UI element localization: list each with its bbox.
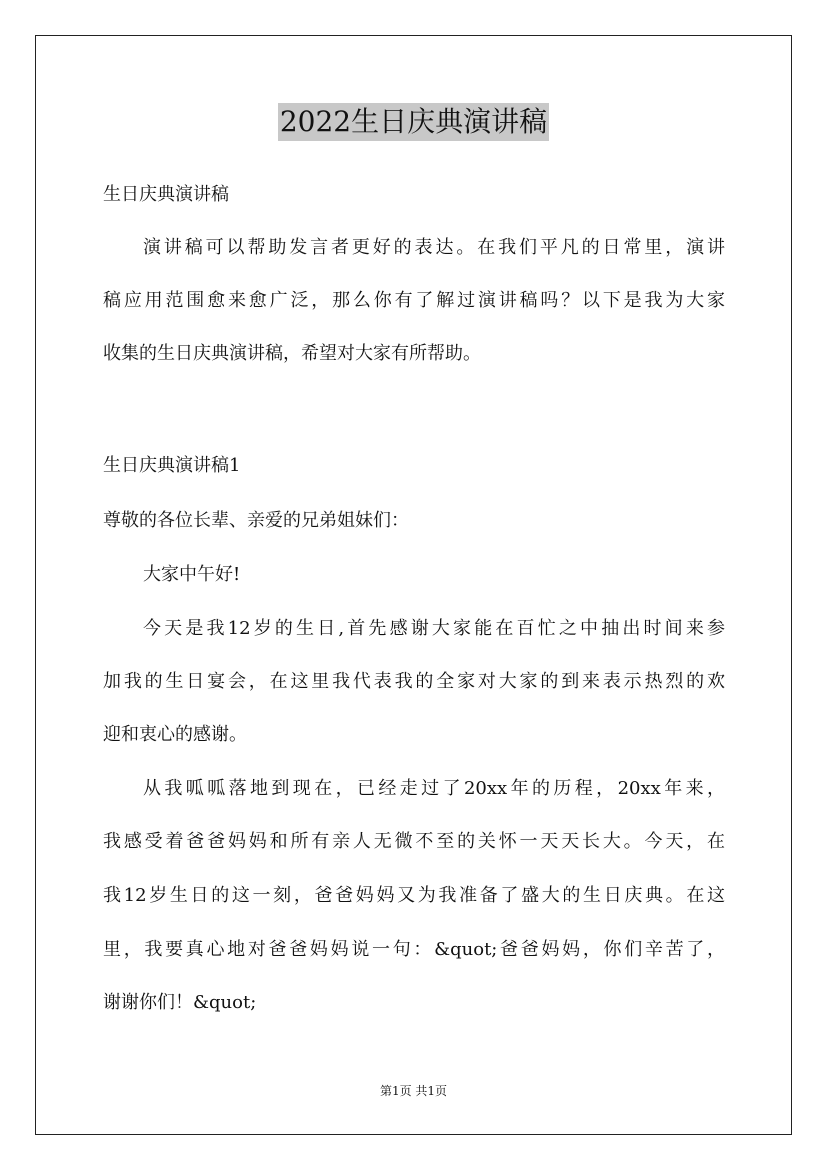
para2-line-1: 从我呱呱落地到现在，已经走过了20xx年的历程，20xx年来， (143, 778, 725, 799)
salutation: 尊敬的各位长辈、亲爱的兄弟姐妹们： (103, 510, 409, 531)
intro-line-3: 收集的生日庆典演讲稿，希望对大家有所帮助。 (103, 343, 481, 364)
para1-line-2: 加我的生日宴会，在这里我代表我的全家对大家的到来表示热烈的欢 (103, 671, 725, 692)
para2-line-4: 里，我要真心地对爸爸妈妈说一句：&quot;爸爸妈妈，你们辛苦了， (103, 939, 725, 960)
document-title: 2022生日庆典演讲稿 (278, 103, 549, 141)
para2-line-3: 我12岁生日的这一刻，爸爸妈妈又为我准备了盛大的生日庆典。在这 (103, 885, 725, 906)
greeting: 大家中午好! (143, 564, 241, 585)
section-heading: 生日庆典演讲稿1 (103, 455, 241, 476)
para2-line-5: 谢谢你们！&quot; (103, 992, 257, 1013)
para1-line-3: 迎和衷心的感谢。 (103, 724, 247, 745)
intro-line-1: 演讲稿可以帮助发言者更好的表达。在我们平凡的日常里，演讲 (143, 237, 725, 258)
document-subtitle: 生日庆典演讲稿 (103, 184, 229, 205)
title-container (0, 103, 827, 141)
para2-line-2: 我感受着爸爸妈妈和所有亲人无微不至的关怀一天天长大。今天，在 (103, 831, 725, 852)
para1-line-1: 今天是我12岁的生日,首先感谢大家能在百忙之中抽出时间来参 (143, 618, 725, 639)
intro-line-2: 稿应用范围愈来愈广泛，那么你有了解过演讲稿吗？以下是我为大家 (103, 290, 725, 311)
page-footer: 第1页 共1页 (379, 1084, 448, 1098)
